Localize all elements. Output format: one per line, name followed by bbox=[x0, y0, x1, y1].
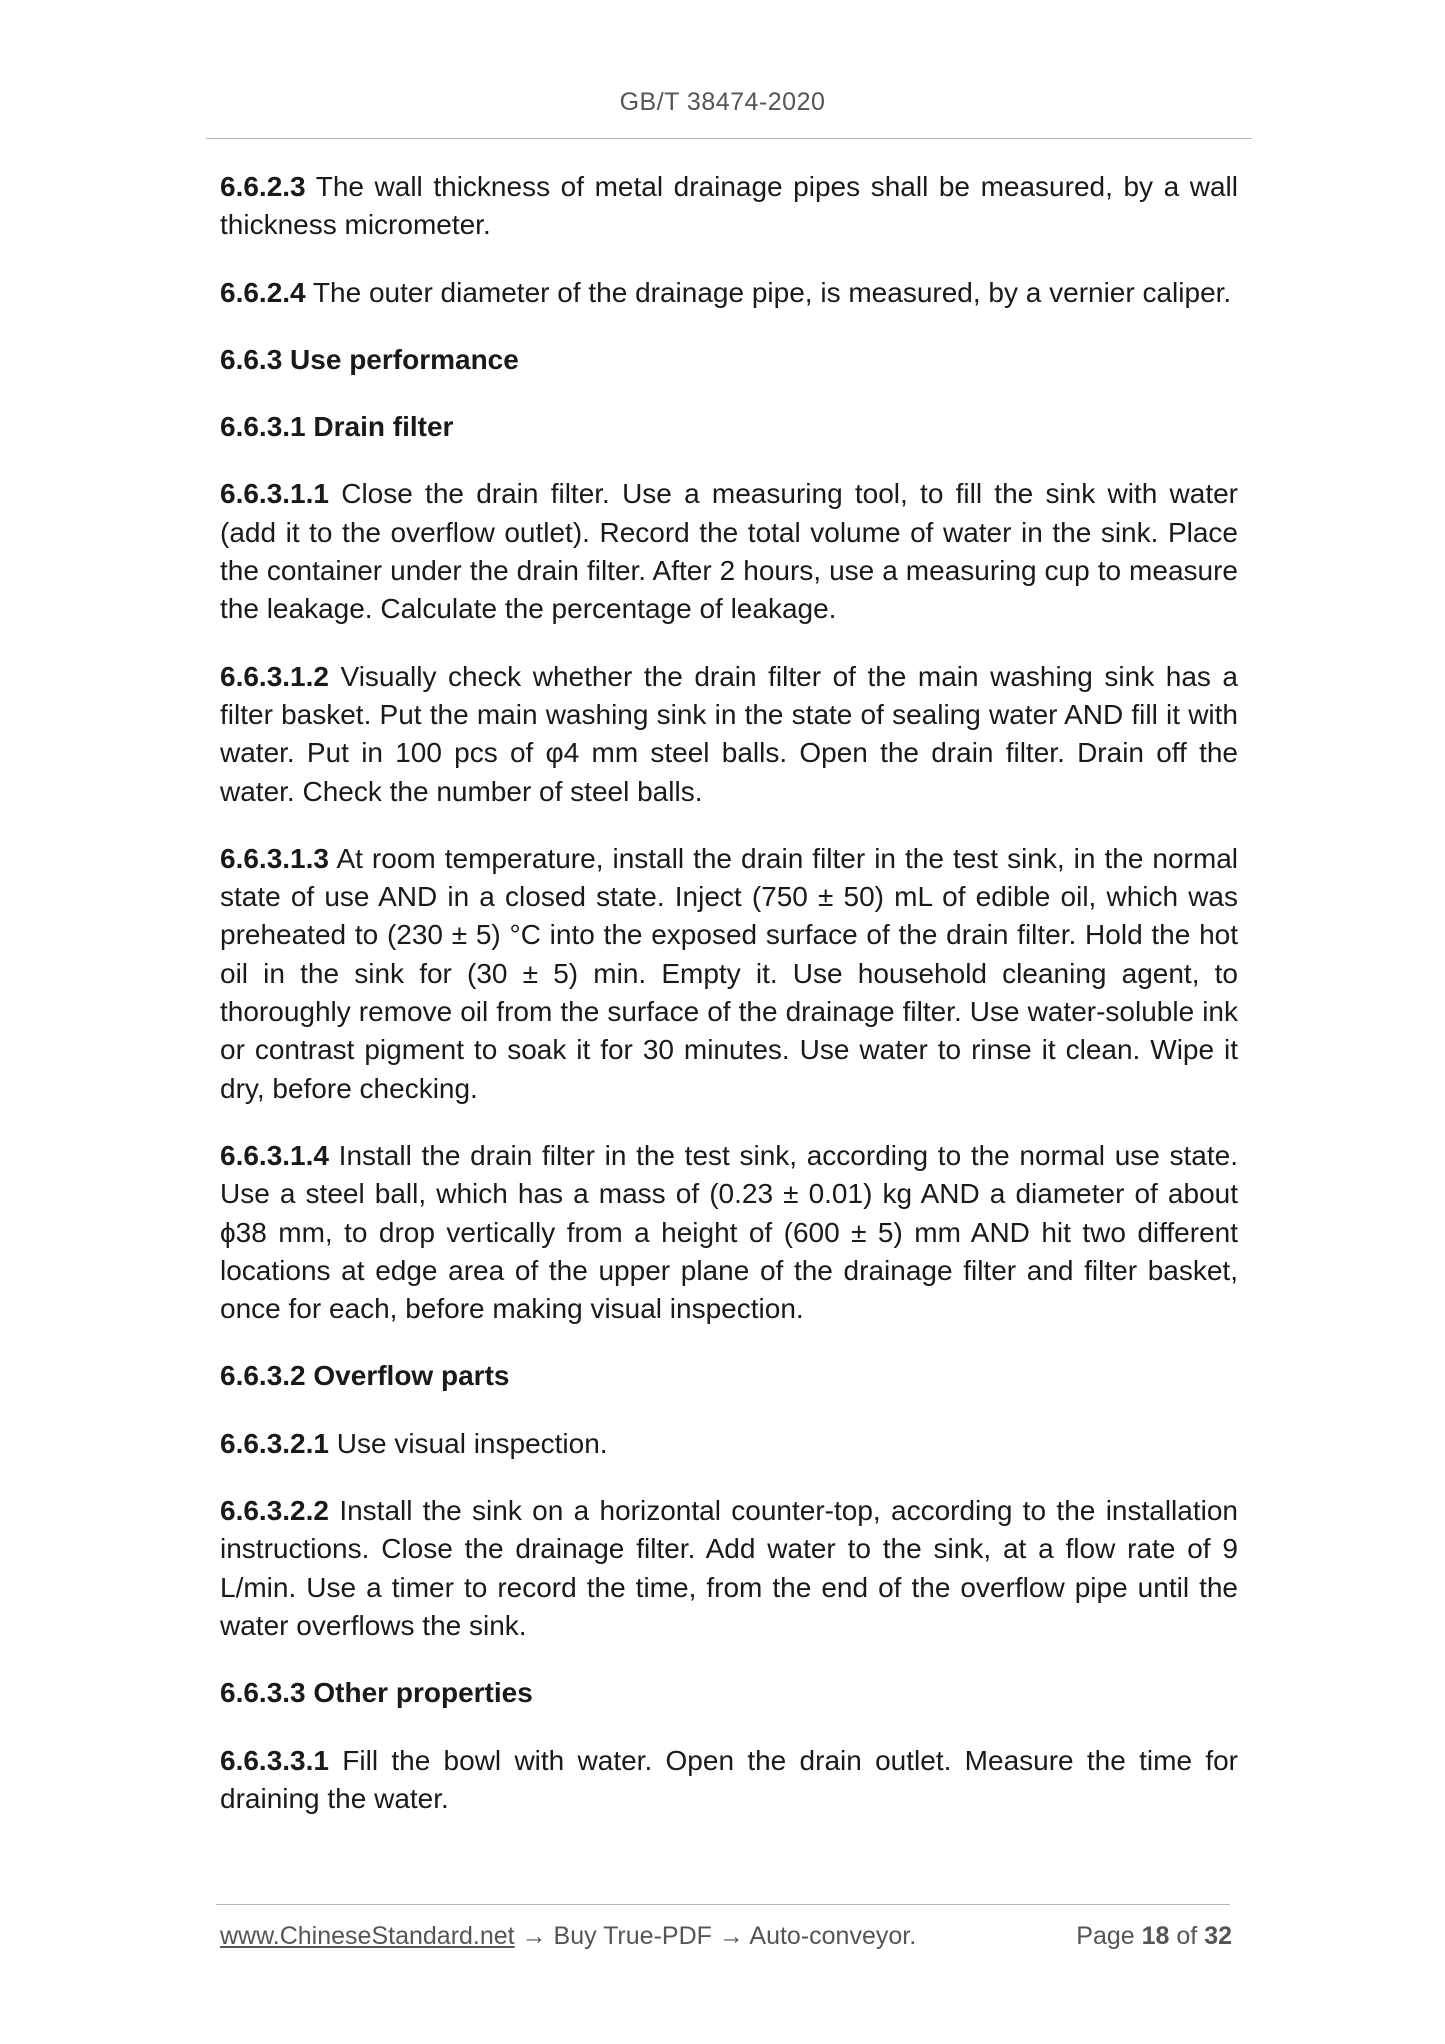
clause-number: 6.6.3.1.2 bbox=[220, 660, 329, 692]
clause-6-6-3-1-1 bbox=[220, 475, 1238, 628]
clause-text: The outer diameter of the drainage pipe, is measured, by a vernier caliper. bbox=[305, 276, 1232, 308]
clause-number: 6.6.3.3.1 bbox=[220, 1744, 329, 1776]
section-heading-drain-filter: 6.6.3.1 Drain filter bbox=[220, 411, 454, 443]
clause-number: 6.6.3.2.1 bbox=[220, 1427, 329, 1459]
clause-6-6-3-3-1 bbox=[220, 1742, 1238, 1819]
clause-text: Visually check whether the drain filter of the main washing sink has a filter basket. Put the main washing sink in the state of sealing water AND fill it with water. Put in 100 pcs of φ4 mm steel balls. Open the drain filter. Drain off the water. Check the number of steel balls. bbox=[220, 660, 1238, 807]
clause-text: Close the drain filter. Use a measuring tool, to fill the sink with water (add it to the overflow outlet). Record the total volume of water in the sink. Place the container under the drain filter. After 2 hours, use a measuring cup to measure the leakage. Calculate the percentage of leakage. bbox=[220, 478, 1238, 625]
footer-nav-text: → Buy True-PDF → Auto-conveyor. bbox=[514, 1922, 917, 1950]
clause-6-6-2-3 bbox=[220, 168, 1238, 245]
page-number bbox=[1076, 1922, 1232, 1951]
clause-number: 6.6.2.3 bbox=[220, 171, 306, 202]
clause-6-6-3-1-4 bbox=[220, 1137, 1238, 1328]
clause-number: 6.6.3.1.4 bbox=[220, 1139, 329, 1171]
footer-divider bbox=[216, 1904, 1230, 1905]
clause-number: 6.6.2.4 bbox=[220, 276, 306, 308]
clause-6-6-3-1-2 bbox=[220, 658, 1238, 811]
footer-links bbox=[220, 1922, 916, 1951]
page-total: 32 bbox=[1204, 1922, 1232, 1950]
clause-text: The wall thickness of metal drainage pipes shall be measured, by a wall thickness micrometer. bbox=[220, 171, 1238, 241]
clause-6-6-3-2-1 bbox=[220, 1425, 1238, 1463]
page-current: 18 bbox=[1141, 1922, 1170, 1950]
section-heading-other-properties: 6.6.3.3 Other properties bbox=[220, 1677, 533, 1709]
clause-text: Install the sink on a horizontal counter-top, according to the installation instructions. Close the drainage filter. Add water to the sink, at a flow rate of 9 L/min. Use a timer to record the time, from the end of the overflow pipe until the water overflows the sink. bbox=[220, 1495, 1238, 1641]
section-heading-overflow-parts: 6.6.3.2 Overflow parts bbox=[220, 1360, 510, 1392]
document-id: GB/T 38474-2020 bbox=[619, 88, 826, 116]
page-label: Page bbox=[1076, 1922, 1135, 1950]
document-body bbox=[220, 168, 1238, 1847]
page-of: of bbox=[1176, 1922, 1198, 1950]
clause-6-6-3-2-2 bbox=[220, 1492, 1238, 1645]
clause-text: Fill the bowl with water. Open the drain outlet. Measure the time for draining the water. bbox=[220, 1744, 1238, 1814]
clause-6-6-3-1-3 bbox=[220, 840, 1238, 1108]
page-header bbox=[0, 88, 1445, 117]
clause-number: 6.6.3.1.3 bbox=[220, 842, 329, 874]
clause-text: Install the drain filter in the test sink, according to the normal use state. Use a steel ball, which has a mass of (0.23 ± 0.01) kg AND a diameter of about ϕ38 mm, to drop vertically from a height of (600 ± 5) mm AND hit two different locations at edge area of the upper plane of the drainage filter and filter basket, once for each, before making visual inspection. bbox=[220, 1139, 1238, 1325]
header-divider bbox=[206, 138, 1252, 139]
section-heading-use-performance: 6.6.3 Use performance bbox=[220, 343, 519, 375]
clause-text: At room temperature, install the drain filter in the test sink, in the normal state of use AND in a closed state. Inject (750 ± 50) mL of edible oil, which was preheated to (230 ± 5) °C into the exposed surface of the drain filter. Hold the hot oil in the sink for (30 ± 5) min. Empty it. Use household cleaning agent, to thoroughly remove oil from the surface of the drainage filter. Use water-soluble ink or contrast pigment to soak it for 30 minutes. Use water to rinse it clean. Wipe it dry, before checking. bbox=[220, 842, 1238, 1104]
clause-number: 6.6.3.2.2 bbox=[220, 1495, 329, 1527]
website-link[interactable]: www.ChineseStandard.net bbox=[220, 1922, 515, 1950]
clause-number: 6.6.3.1.1 bbox=[220, 478, 329, 510]
clause-6-6-2-4 bbox=[220, 274, 1238, 312]
clause-text: Use visual inspection. bbox=[328, 1427, 608, 1459]
